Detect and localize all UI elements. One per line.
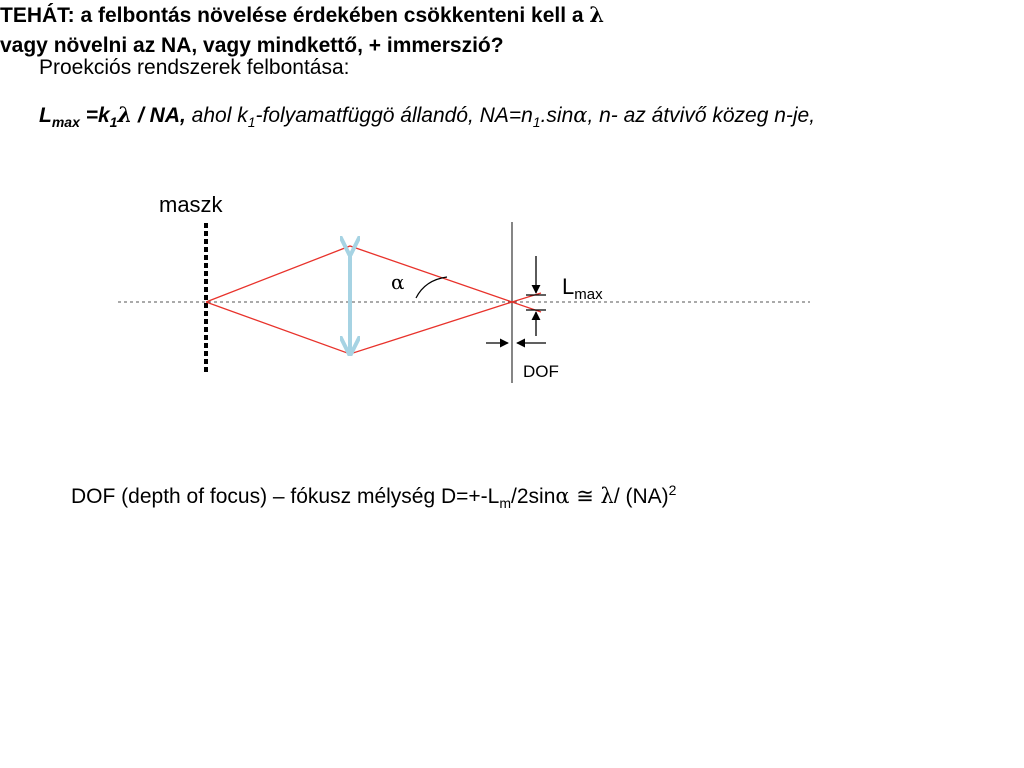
formula-rest1: -folyamatfüggö állandó, NA=n — [255, 104, 533, 127]
dof-text1: DOF (depth of focus) – fókusz mélység D=+-L — [71, 485, 500, 508]
conclusion-line2: vagy növelni az NA, vagy mindkettő, + immerszió? — [0, 34, 504, 57]
formula-lambda: λ — [117, 102, 133, 127]
dof-label: DOF — [523, 362, 559, 381]
dof-sup2: 2 — [668, 482, 677, 498]
formula-rest2: .sin — [540, 104, 574, 127]
dof-lambda: λ — [600, 484, 614, 508]
dof-approx: ≅ — [569, 484, 601, 508]
dof-text2: /2sin — [511, 485, 556, 508]
lmax-label: $L_{max}$ — [562, 274, 603, 303]
formula-rest3: , n- az átvivő közeg n-je, — [587, 104, 816, 127]
slide-heading: Proekciós rendszerek felbontása: — [39, 56, 350, 79]
dof-alpha: α — [555, 484, 570, 508]
formula-eq-k: =k — [79, 104, 110, 127]
formula-ahol: ahol k — [185, 104, 248, 127]
upper-ray — [206, 246, 541, 302]
mask-label: maszk — [159, 192, 223, 217]
conclusion-line1: TEHÁT: a felbontás növelése érdekében csökkenteni kell a — [0, 4, 590, 27]
formula-n1-sub: 1 — [532, 114, 541, 131]
angle-arc — [416, 277, 447, 298]
dof-formula — [71, 482, 676, 511]
formula-alpha: α — [573, 103, 588, 127]
formula-k1-sub: 1 — [247, 114, 256, 131]
lower-ray — [206, 302, 541, 354]
alpha-label: α — [391, 270, 405, 294]
dof-text3: / (NA) — [613, 485, 669, 508]
lmax-sub: max — [574, 286, 603, 303]
dof-m-sub: m — [499, 495, 512, 512]
conclusion-lambda: λ — [589, 2, 605, 27]
formula-over-na: / NA, — [132, 104, 186, 127]
formula-k-sub: 1 — [109, 114, 118, 131]
formula-max-sub: max — [51, 114, 80, 131]
formula-L: L — [39, 104, 52, 127]
